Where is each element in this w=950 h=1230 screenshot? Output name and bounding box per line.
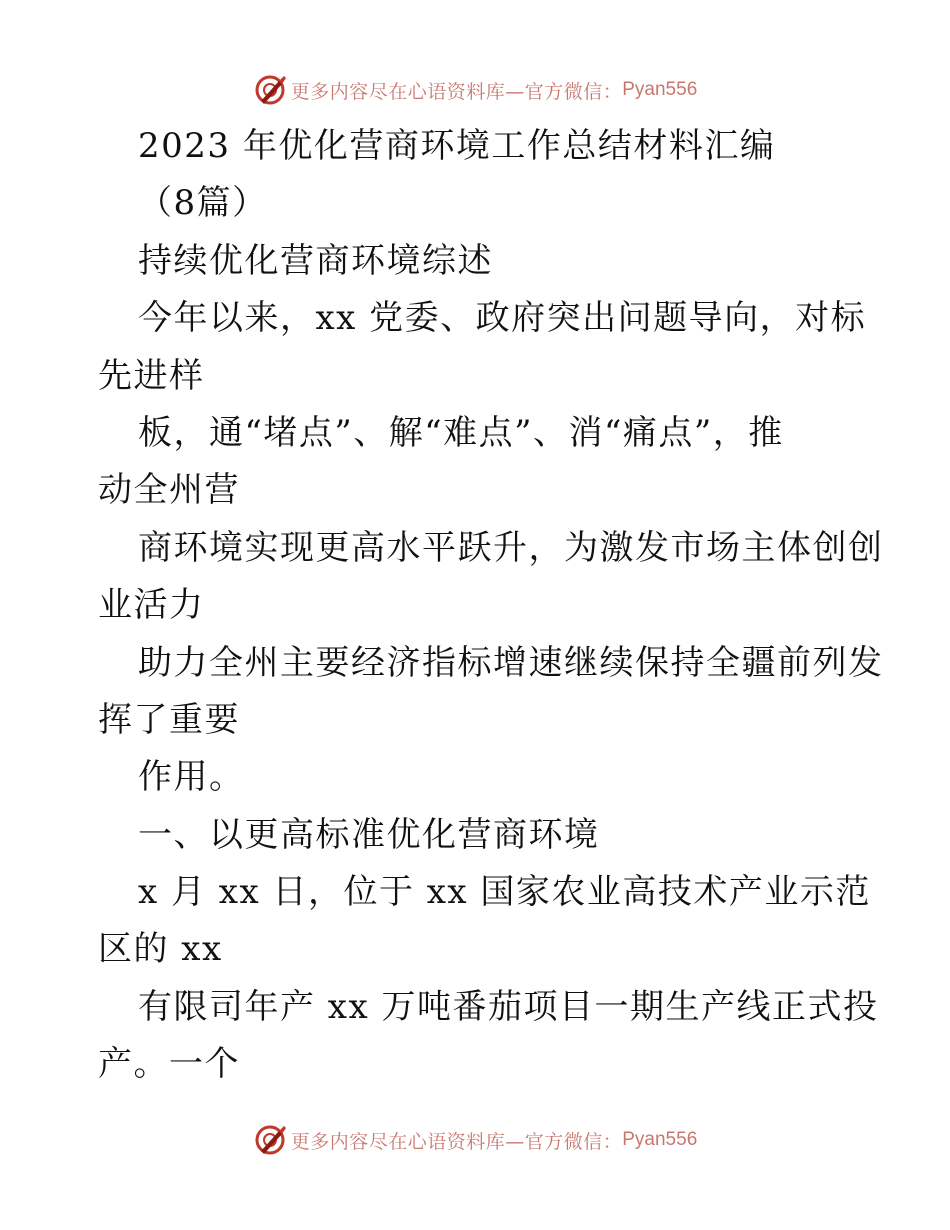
footer-watermark: [0, 1120, 950, 1160]
document-line: 动全州营: [98, 470, 240, 511]
watermark-text: 更多内容尽在心语资料库—官方微信：: [290, 80, 623, 103]
document-line: （8篇）: [138, 183, 268, 224]
watermark-wechat-id: Pyan556: [622, 79, 698, 100]
document-line: 助力全州主要经济指标增速继续保持全疆前列发: [138, 642, 884, 683]
document-line: 业活力: [98, 585, 205, 626]
watermark-wechat-id: Pyan556: [622, 1129, 698, 1150]
document-line: 商环境实现更高水平跃升，为激发市场主体创创: [138, 527, 884, 568]
document-line: 区的 xx: [98, 929, 223, 970]
document-line: 今年以来，xx 党委、政府突出问题导向，对标: [138, 298, 867, 339]
pen-logo-icon: [253, 73, 287, 107]
document-line: 先进样: [98, 355, 205, 396]
document-line: 作用。: [138, 757, 245, 798]
pen-logo-icon: [253, 1123, 287, 1157]
document-line: 板，通“堵点”、解“难点”、消“痛点”，推: [138, 412, 784, 453]
document-line: x 月 xx 日，位于 xx 国家农业高技术产业示范: [138, 872, 871, 913]
watermark-text: 更多内容尽在心语资料库—官方微信：: [290, 1130, 623, 1153]
document-line: 挥了重要: [98, 699, 240, 740]
header-watermark: [0, 70, 950, 110]
document-line: 产。一个: [98, 1044, 240, 1085]
document-body: [98, 118, 884, 1094]
document-line: 一、以更高标准优化营商环境: [138, 814, 600, 855]
document-line: 有限司年产 xx 万吨番茄项目一期生产线正式投: [138, 986, 879, 1027]
document-line: 2023 年优化营商环境工作总结材料汇编: [138, 126, 776, 166]
document-line: 持续优化营商环境综述: [138, 240, 493, 281]
